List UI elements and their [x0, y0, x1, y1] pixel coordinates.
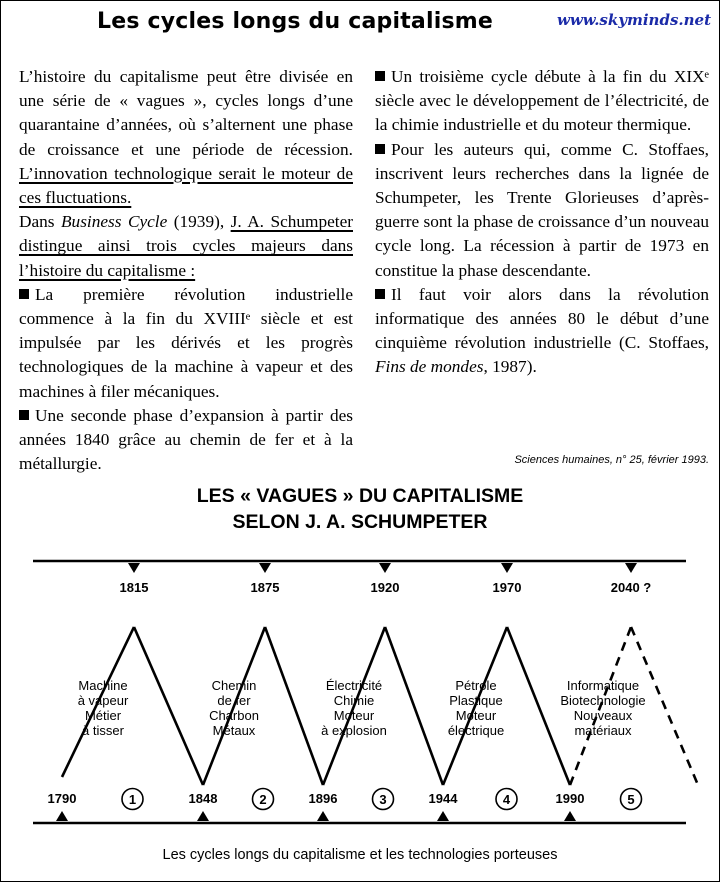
peak-tick-marker: [625, 563, 637, 573]
site-watermark: www.skyminds.net: [556, 11, 711, 29]
source-citation: Sciences humaines, n° 25, février 1993.: [514, 454, 709, 466]
intro-paragraph: [19, 65, 353, 210]
peak-year-label: 1920: [370, 580, 400, 595]
bullet-item: [19, 404, 353, 477]
square-bullet-icon: [375, 144, 385, 154]
book-title-2: Fins de mondes: [375, 357, 484, 377]
technology-label: matériaux: [574, 723, 632, 738]
bullet-text: Une seconde phase d’expansion à partir des années 1840 grâce au chemin de fer et à la métallurgie.: [19, 405, 353, 474]
trough-tick-marker: [56, 811, 68, 821]
trough-year-label: 1896: [308, 791, 338, 806]
technology-label: Biotechnologie: [560, 693, 646, 708]
bullet-item: [375, 138, 709, 283]
peak-tick-marker: [259, 563, 271, 573]
technology-label: à explosion: [321, 723, 387, 738]
schumpeter-paragraph: [19, 210, 353, 283]
bullet-item: [375, 65, 709, 138]
peak-year-label: 2040 ?: [610, 580, 652, 595]
cycle-number-label: 1: [128, 792, 137, 807]
peak-tick-marker: [128, 563, 140, 573]
technology-label: Moteur: [333, 708, 375, 723]
cycle-number-label: 3: [379, 792, 387, 807]
article-column-right: [375, 65, 709, 380]
square-bullet-icon: [19, 410, 29, 420]
technology-label: électrique: [447, 723, 505, 738]
page-title: Les cycles longs du capitalisme: [97, 9, 493, 34]
chart-caption: Les cycles longs du capitalisme et les technologies porteuses: [162, 847, 558, 863]
article-column-left: [19, 65, 353, 476]
technology-label: Plastique: [449, 693, 503, 708]
technology-label: Machine: [78, 678, 128, 693]
cycle-number-label: 2: [259, 792, 267, 807]
bullet-text: Pour les auteurs qui, comme C. Stoffaes, inscrivent leurs recherches dans la lignée de Schumpeter, les Trente Glorieuses d’après-guerre sont la phase de croissance d’un nouveau cycle long. La récession à partir de 1973 en constitue la phase descendante.: [375, 139, 709, 280]
technology-label: Charbon: [209, 708, 259, 723]
square-bullet-icon: [375, 289, 385, 299]
bullet-text-end: , 1987).: [483, 357, 537, 377]
trough-year-label: 1790: [47, 791, 77, 806]
peak-year-label: 1970: [492, 580, 522, 595]
technology-label: à tisser: [82, 723, 124, 738]
bullet-item: [375, 283, 709, 380]
bullet-text: La première révolution industrielle commence à la fin du XVIIIᵉ siècle et est impulsée par les dérivés et les progrès technologiques de la machine à vapeur et des machines à filer mécaniques.: [19, 284, 353, 401]
technology-label: Moteur: [455, 708, 497, 723]
technology-label: Métaux: [212, 723, 256, 738]
bullet-text: Un troisième cycle débute à la fin du XIXᵉ siècle avec le développement de l’électricité, de la chimie industrielle et du moteur thermique.: [375, 67, 709, 135]
technology-label: de fer: [217, 693, 251, 708]
p2-mid: (1939),: [173, 212, 225, 232]
schumpeter-waves-chart: [1, 541, 719, 841]
chart-title: [1, 483, 719, 535]
wave-segment: [265, 627, 323, 785]
technology-label: Chimie: [333, 693, 375, 708]
chart-title-line-2: SELON J. A. SCHUMPETER: [232, 511, 488, 533]
square-bullet-icon: [375, 71, 385, 81]
wave-segment: [134, 627, 203, 785]
technology-label: Métier: [84, 708, 122, 723]
technology-label: Informatique: [566, 678, 640, 693]
trough-tick-marker: [197, 811, 209, 821]
chart-title-line-1: LES « VAGUES » DU CAPITALISME: [196, 485, 524, 507]
bullet-item: [19, 283, 353, 404]
trough-year-label: 1944: [428, 791, 458, 806]
trough-tick-marker: [564, 811, 576, 821]
wave-segment: [385, 627, 443, 785]
trough-year-label: 1848: [188, 791, 218, 806]
peak-tick-marker: [501, 563, 513, 573]
square-bullet-icon: [19, 289, 29, 299]
book-title: Business Cycle: [61, 212, 168, 232]
cycle-number-label: 4: [502, 792, 511, 807]
p2-emphasis: J. A. Schumpeter distingue ainsi trois cycles majeurs dans l’histoire du capitalisme :: [19, 212, 353, 280]
peak-tick-marker: [379, 563, 391, 573]
trough-tick-marker: [317, 811, 329, 821]
technology-label: Nouveaux: [573, 708, 633, 723]
intro-emphasis: L’innovation technologique serait le moteur de ces fluctuations.: [19, 163, 353, 208]
p2-start: Dans: [19, 212, 55, 232]
intro-text: L’histoire du capitalisme peut être divisée en une série de « vagues », cycles longs d’une quarantaine d’années, où s’alternent une phase de croissance et une période de récession.: [19, 67, 353, 159]
trough-year-label: 1990: [555, 791, 585, 806]
technology-label: Électricité: [325, 678, 383, 693]
technology-label: Pétrole: [455, 678, 497, 693]
cycle-number-label: 5: [627, 792, 635, 807]
technology-label: Chemin: [211, 678, 257, 693]
technology-label: à vapeur: [77, 693, 129, 708]
trough-tick-marker: [437, 811, 449, 821]
peak-year-label: 1875: [250, 580, 280, 595]
peak-year-label: 1815: [119, 580, 149, 595]
bullet-text: Il faut voir alors dans la révolution informatique des années 80 le début d’une cinquième révolution industrielle (C. Stoffaes,: [375, 284, 709, 353]
